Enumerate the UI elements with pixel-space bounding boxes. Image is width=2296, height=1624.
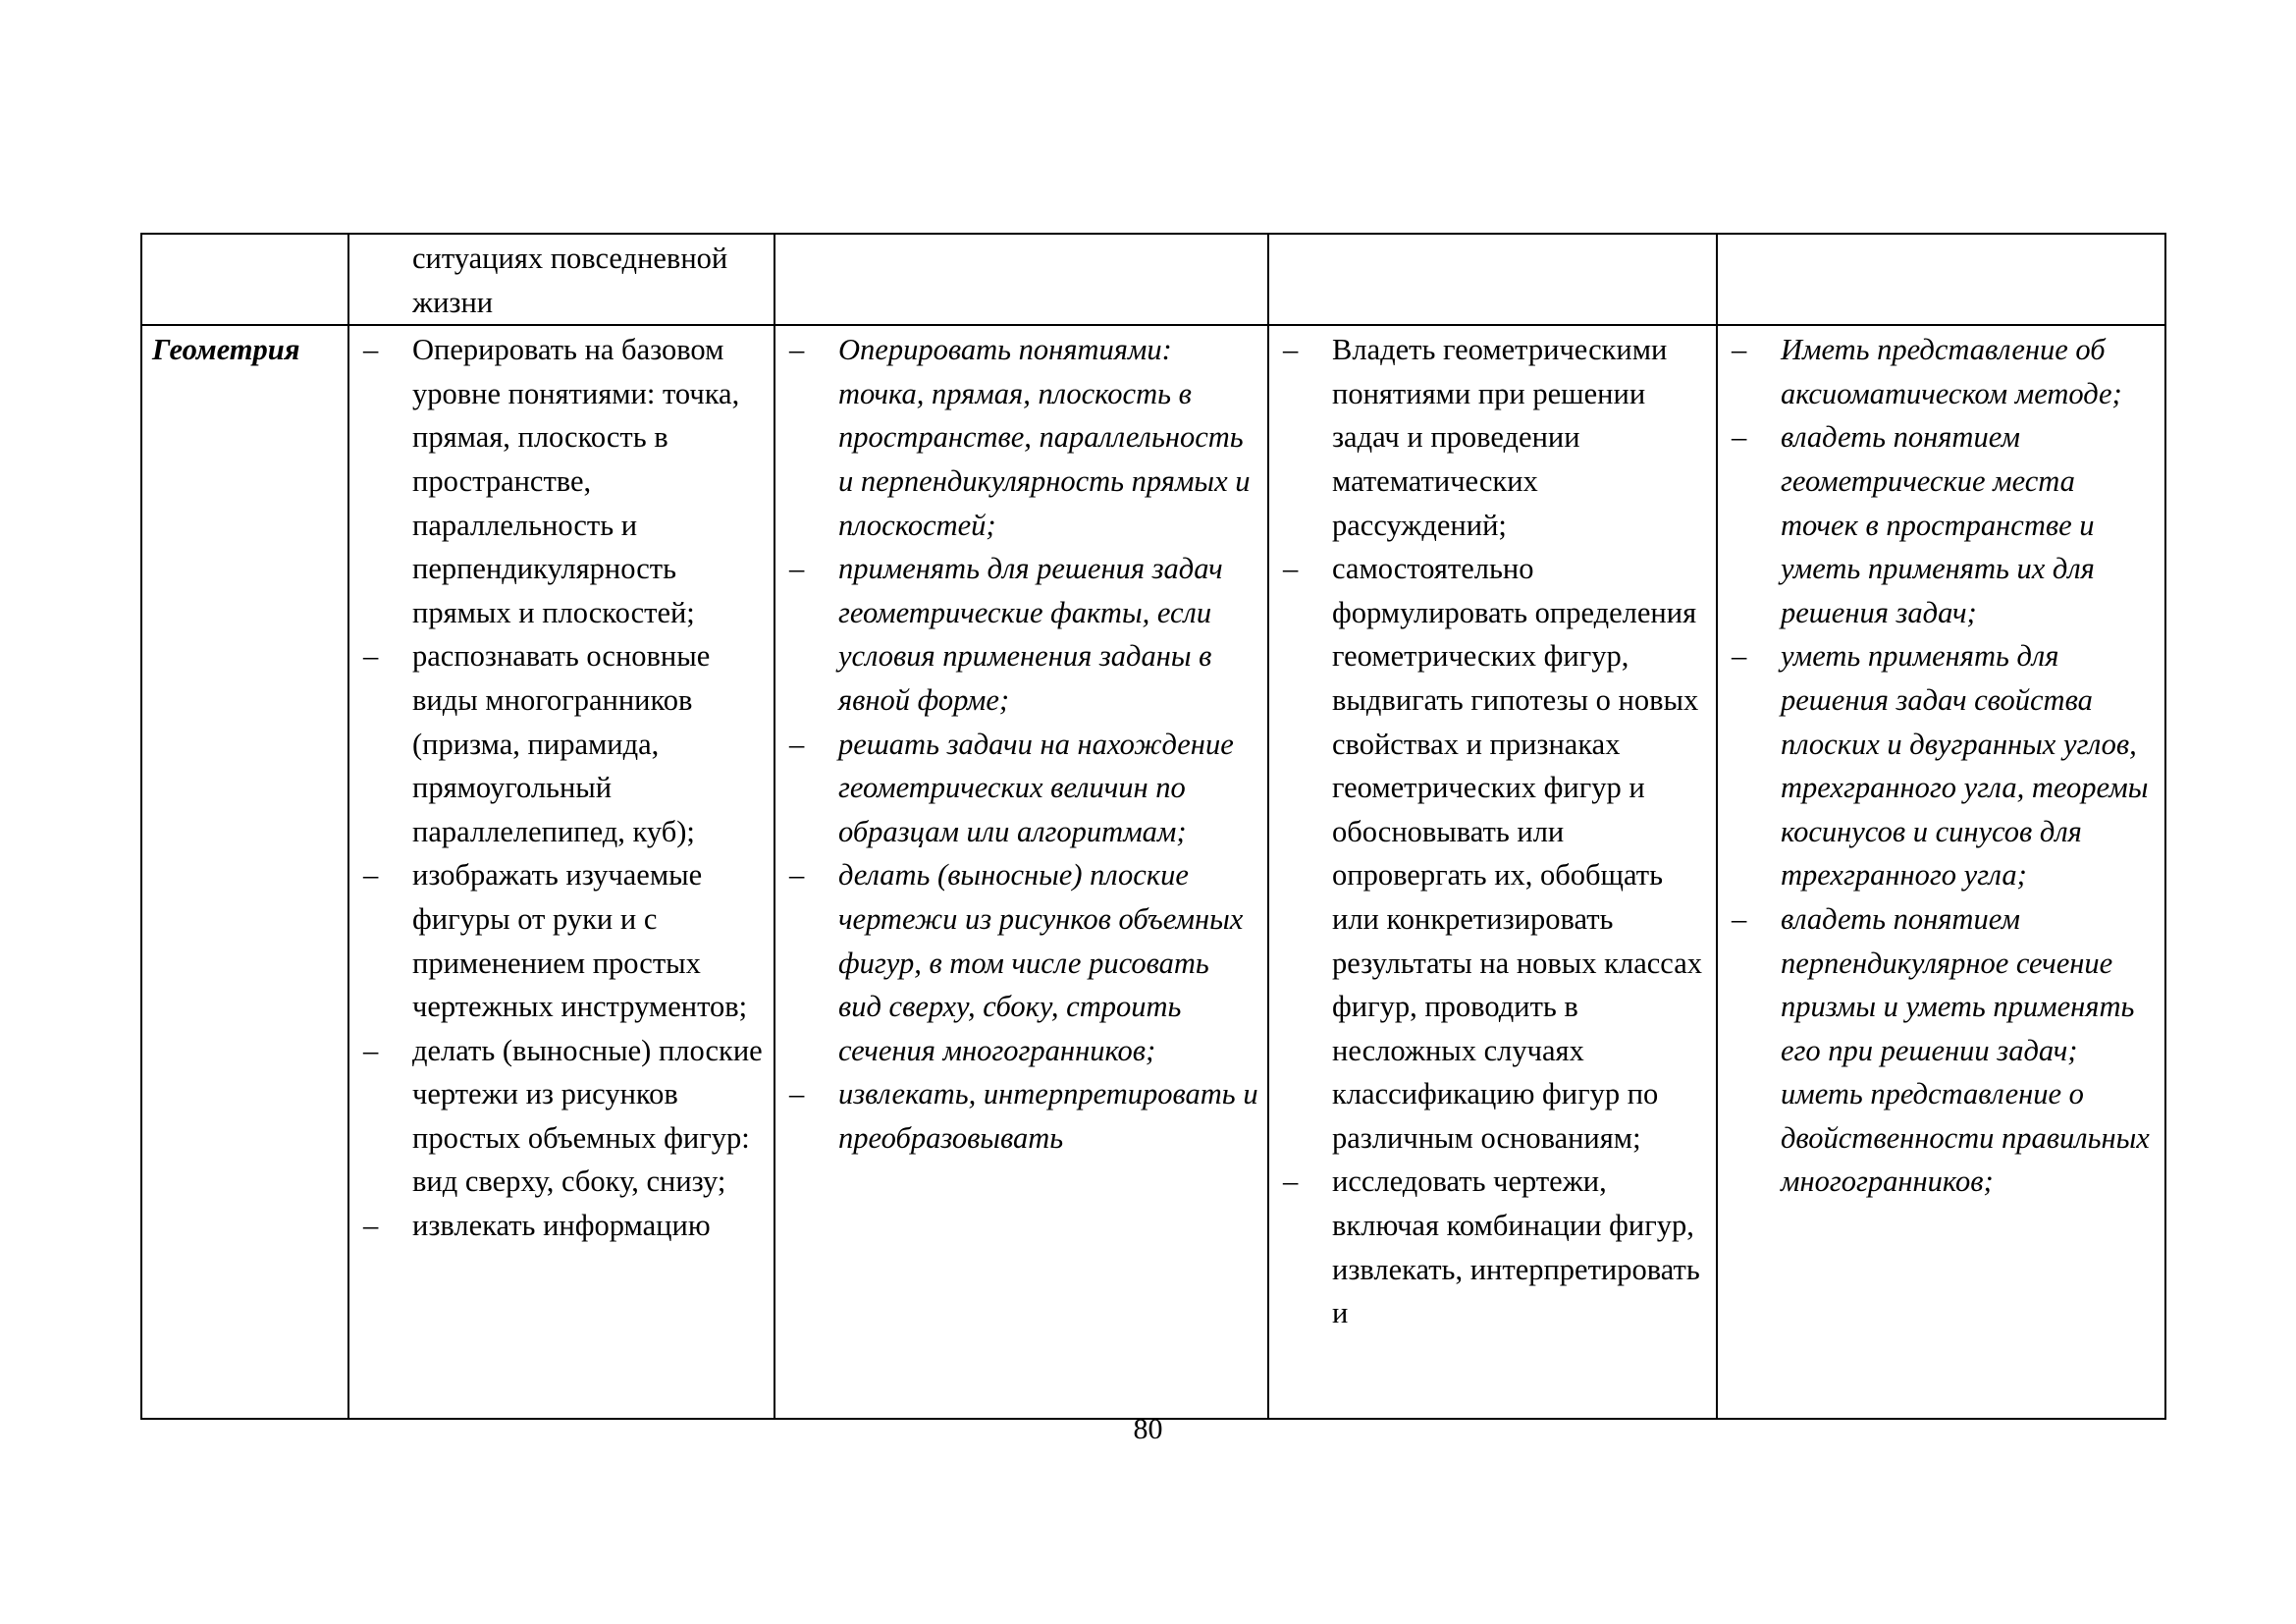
list-item-text: исследовать чертежи, включая комбинации фигур, извлекать, интерпретировать и [1332, 1164, 1700, 1330]
page-number: 80 [1133, 1413, 1163, 1445]
table-cell-empty [774, 234, 1268, 325]
dash-marker: – [363, 1033, 379, 1067]
dash-marker: – [1283, 333, 1299, 367]
dash-marker: – [363, 639, 379, 674]
dash-marker: – [789, 1077, 805, 1111]
dash-marker: – [1732, 639, 1747, 674]
list-item-text: самостоятельно формулировать определения геометрических фигур, выдвигать гипотезы о новых свойствах и признаках геометрических фигур и обосновывать или опровергать их, обобщать или конкретизировать результаты на новых классах фигур, проводить в несложных случаях классификацию фигур по различным основаниям; [1332, 552, 1702, 1155]
table-cell-basic-extended [774, 325, 1268, 1419]
table-cell-advanced-level [1268, 325, 1717, 1419]
dash-marker: – [363, 1209, 379, 1243]
list-item [357, 328, 766, 634]
list-item [1726, 634, 2157, 897]
list-item [1726, 415, 2157, 634]
list-item [357, 634, 766, 853]
dash-marker: – [1283, 552, 1299, 586]
list-item [783, 328, 1259, 547]
list-item-text: изображать изучаемые фигуры от руки и с применением простых чертежных инструментов; [412, 858, 748, 1024]
cell-text: ситуациях повседневной жизни [412, 242, 728, 319]
list-item [357, 1204, 766, 1248]
list-item-text: извлекать, интерпретировать и преобразовывать [838, 1077, 1258, 1155]
table-cell [348, 234, 774, 325]
list-item-text: Оперировать на базовом уровне понятиями: точка, прямая, плоскость в пространстве, параллельность и перпендикулярность прямых и плоскостей; [412, 333, 740, 629]
list-item [783, 723, 1259, 854]
dash-marker: – [1283, 1164, 1299, 1199]
list-item [1277, 547, 1708, 1160]
table-cell-empty [1268, 234, 1717, 325]
dash-marker: – [1732, 333, 1747, 367]
list-item [783, 1072, 1259, 1160]
requirements-list [1277, 328, 1708, 1335]
list-item [1277, 328, 1708, 547]
list-item-text: применять для решения задач геометрические факты, если условия применения заданы в явной форме; [838, 552, 1223, 717]
requirements-list [1726, 328, 2157, 1204]
list-item-text: Оперировать понятиями: точка, прямая, плоскость в пространстве, параллельность и перпендикулярность прямых и плоскостей; [838, 333, 1251, 542]
list-item [783, 853, 1259, 1072]
list-item [357, 1029, 766, 1204]
list-item [357, 853, 766, 1028]
requirements-list [783, 328, 1259, 1160]
dash-marker: – [1732, 901, 1747, 936]
table-cell-basic-level [348, 325, 774, 1419]
list-item-text: Владеть геометрическими понятиями при решении задач и проведении математических рассуждений; [1332, 333, 1668, 542]
list-item [1726, 328, 2157, 415]
list-item-text: Иметь представление об аксиоматическом методе; [1781, 333, 2122, 410]
list-item-text: извлекать информацию [412, 1209, 711, 1243]
dash-marker: – [789, 727, 805, 761]
dash-marker: – [363, 858, 379, 893]
list-item-text: делать (выносные) плоские чертежи из рисунков простых объемных фигур: вид сверху, сбоку, снизу; [412, 1033, 763, 1199]
subject-label: Геометрия [152, 333, 300, 367]
dash-marker: – [789, 333, 805, 367]
list-item-no-marker [1726, 1072, 2157, 1204]
table-row-continuation [141, 234, 2165, 325]
list-item-text: владеть понятием перпендикулярное сечение призмы и уметь применять его при решении задач; [1781, 901, 2135, 1067]
table-cell-empty [1717, 234, 2165, 325]
subject-cell [141, 325, 348, 1419]
list-item-text: делать (выносные) плоские чертежи из рисунков объемных фигур, в том числе рисовать вид сверху, сбоку, строить сечения многогранников; [838, 858, 1244, 1067]
list-item-text: решать задачи на нахождение геометрических величин по образцам или алгоритмам; [838, 727, 1234, 848]
list-item-text: распознавать основные виды многогранников (призма, пирамида, прямоугольный параллелепипед, куб); [412, 639, 711, 848]
table-cell-advanced-extended [1717, 325, 2165, 1419]
dash-marker: – [363, 333, 379, 367]
requirements-list [357, 328, 766, 1247]
dash-marker: – [789, 552, 805, 586]
dash-marker: – [1732, 420, 1747, 455]
list-item-text: владеть понятием геометрические места точек в пространстве и уметь применять их для решения задач; [1781, 420, 2095, 629]
list-item [783, 547, 1259, 722]
dash-marker: – [789, 858, 805, 893]
list-item [1277, 1160, 1708, 1334]
list-item [1726, 897, 2157, 1072]
curriculum-table [140, 233, 2166, 1420]
table-row-geometry [141, 325, 2165, 1419]
list-item-text: иметь представление о двойственности правильных многогранников; [1781, 1077, 2150, 1199]
list-item-text: уметь применять для решения задач свойства плоских и двугранных углов, трехгранного угла, теоремы косинусов и синусов для трехгранного угла; [1781, 639, 2149, 893]
table-cell-empty [141, 234, 348, 325]
